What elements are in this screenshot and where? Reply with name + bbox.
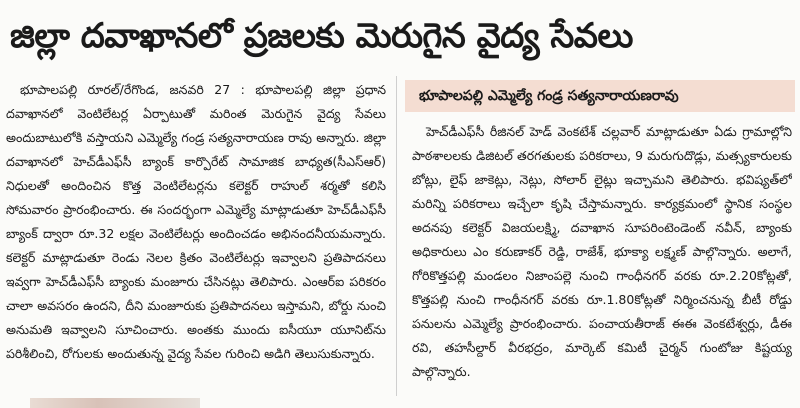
article-left-column xyxy=(6,78,386,396)
photo-edge xyxy=(30,398,200,408)
article-right-column xyxy=(412,120,792,396)
article-body-right: హెచ్‌డీఎఫ్‌సీ రీజినల్ హెడ్ వెంకటేశ్ చల్లవార్ మాట్లాడుతూ ఏడు గ్రామాల్లోని పాఠశాలలకు డిజిటల్ తరగతులకు పరికరాలు, 9 మరుగుదొడ్లు, మత్స్యకారులకు బోట్లు, లైఫ్ జాకెట్లు, నెట్లు, సోలార్ లైట్లు ఇచ్చామని తెలిపారు. భవిష్యత్‌లో మరిన్ని పరికరాలు ఇచ్చేలా కృషి చేస్తామన్నారు. కార్యక్రమంలో స్థానిక సంస్థల అదనపు కలెక్టర్ విజయలక్ష్మి, దవాఖాన సూపరింటెండెంట్ నవీన్, బ్యాంకు అధికారులు ఎం కరుణాకర్ రెడ్డి, రాజేశ్, భూక్యా లక్ష్మణ్ పాల్గొన్నారు. అలాగే, గోరికొత్తపల్లి మండలం నిజాంపల్లె నుంచి గాంధీనగర్ వరకు రూ.2.20కోట్లతో, కొత్తపల్లి నుంచి గాంధీనగర్ వరకు రూ.1.80కోట్లతో నిర్మించనున్న బీటీ రోడ్డు పనులను ఎమ్మెల్యే ప్రారంభించారు. పంచాయతీరాజ్ ఈఈ వెంకటేశ్వర్లు, డీఈ రవి, తహసీల్దార్ వీరభద్రం, మార్కెట్ కమిటీ చైర్మన్ గుంటోజు కిష్టయ్య పాల్గొన్నారు. xyxy=(412,124,792,379)
column-divider xyxy=(396,76,397,396)
subheadline: భూపాలపల్లి ఎమ్మెల్యే గండ్ర సత్యనారాయణరావు xyxy=(405,80,795,112)
article-body-left: భూపాలపల్లి రూరల్/రేగొండ, జనవరి 27 : భూపాలపల్లి జిల్లా ప్రధాన దవాఖానలో వెంటిలేటర్ల ఏర్పాటుతో మరింత మెరుగైన వైద్య సేవలు అందుబాటులోకి వస్తాయని ఎమ్మెల్యే గండ్ర సత్యనారాయణ రావు అన్నారు. జిల్లా దవాఖానలో హెచ్‌డీఎఫ్‌సీ బ్యాంక్ కార్పొరేట్ సామాజిక బాధ్యత(సీఎస్‌ఆర్) నిధులతో అందించిన కొత్త వెంటిలేటర్లను కలెక్టర్ రాహుల్ శర్మతో కలిసి సోమవారం ప్రారంభించారు. ఈ సందర్భంగా ఎమ్మెల్యే మాట్లాడుతూ హెచ్‌డీఎఫ్‌సీ బ్యాంక్ ద్వారా రూ.32 లక్షల వెంటిలేటర్లు అందించడం అభినందనీయమన్నారు. కలెక్టర్ మాట్లాడుతూ రెండు నెలల క్రితం వెంటిలేటర్లు ఇవ్వాలని ప్రతిపాదనలు ఇవ్వగా హెచ్‌డీఎఫ్‌సీ బ్యాంకు మంజూరు చేసినట్లు తెలిపారు. ఎంఆర్‌ఐ పరికరం చాలా అవసరం ఉందని, దీని మంజూరుకు ప్రతిపాదనలు ఇస్తామని, బోర్డు నుంచి అనుమతి ఇవ్వాలని సూచించారు. అంతకు ముందు ఐసీయూ యూనిట్‌ను పరిశీలించి, రోగులకు అందుతున్న వైద్య సేవల గురించి అడిగి తెలుసుకున్నారు. xyxy=(6,82,386,361)
headline: జిల్లా దవాఖానలో ప్రజలకు మెరుగైన వైద్య సేవలు xyxy=(10,16,633,56)
